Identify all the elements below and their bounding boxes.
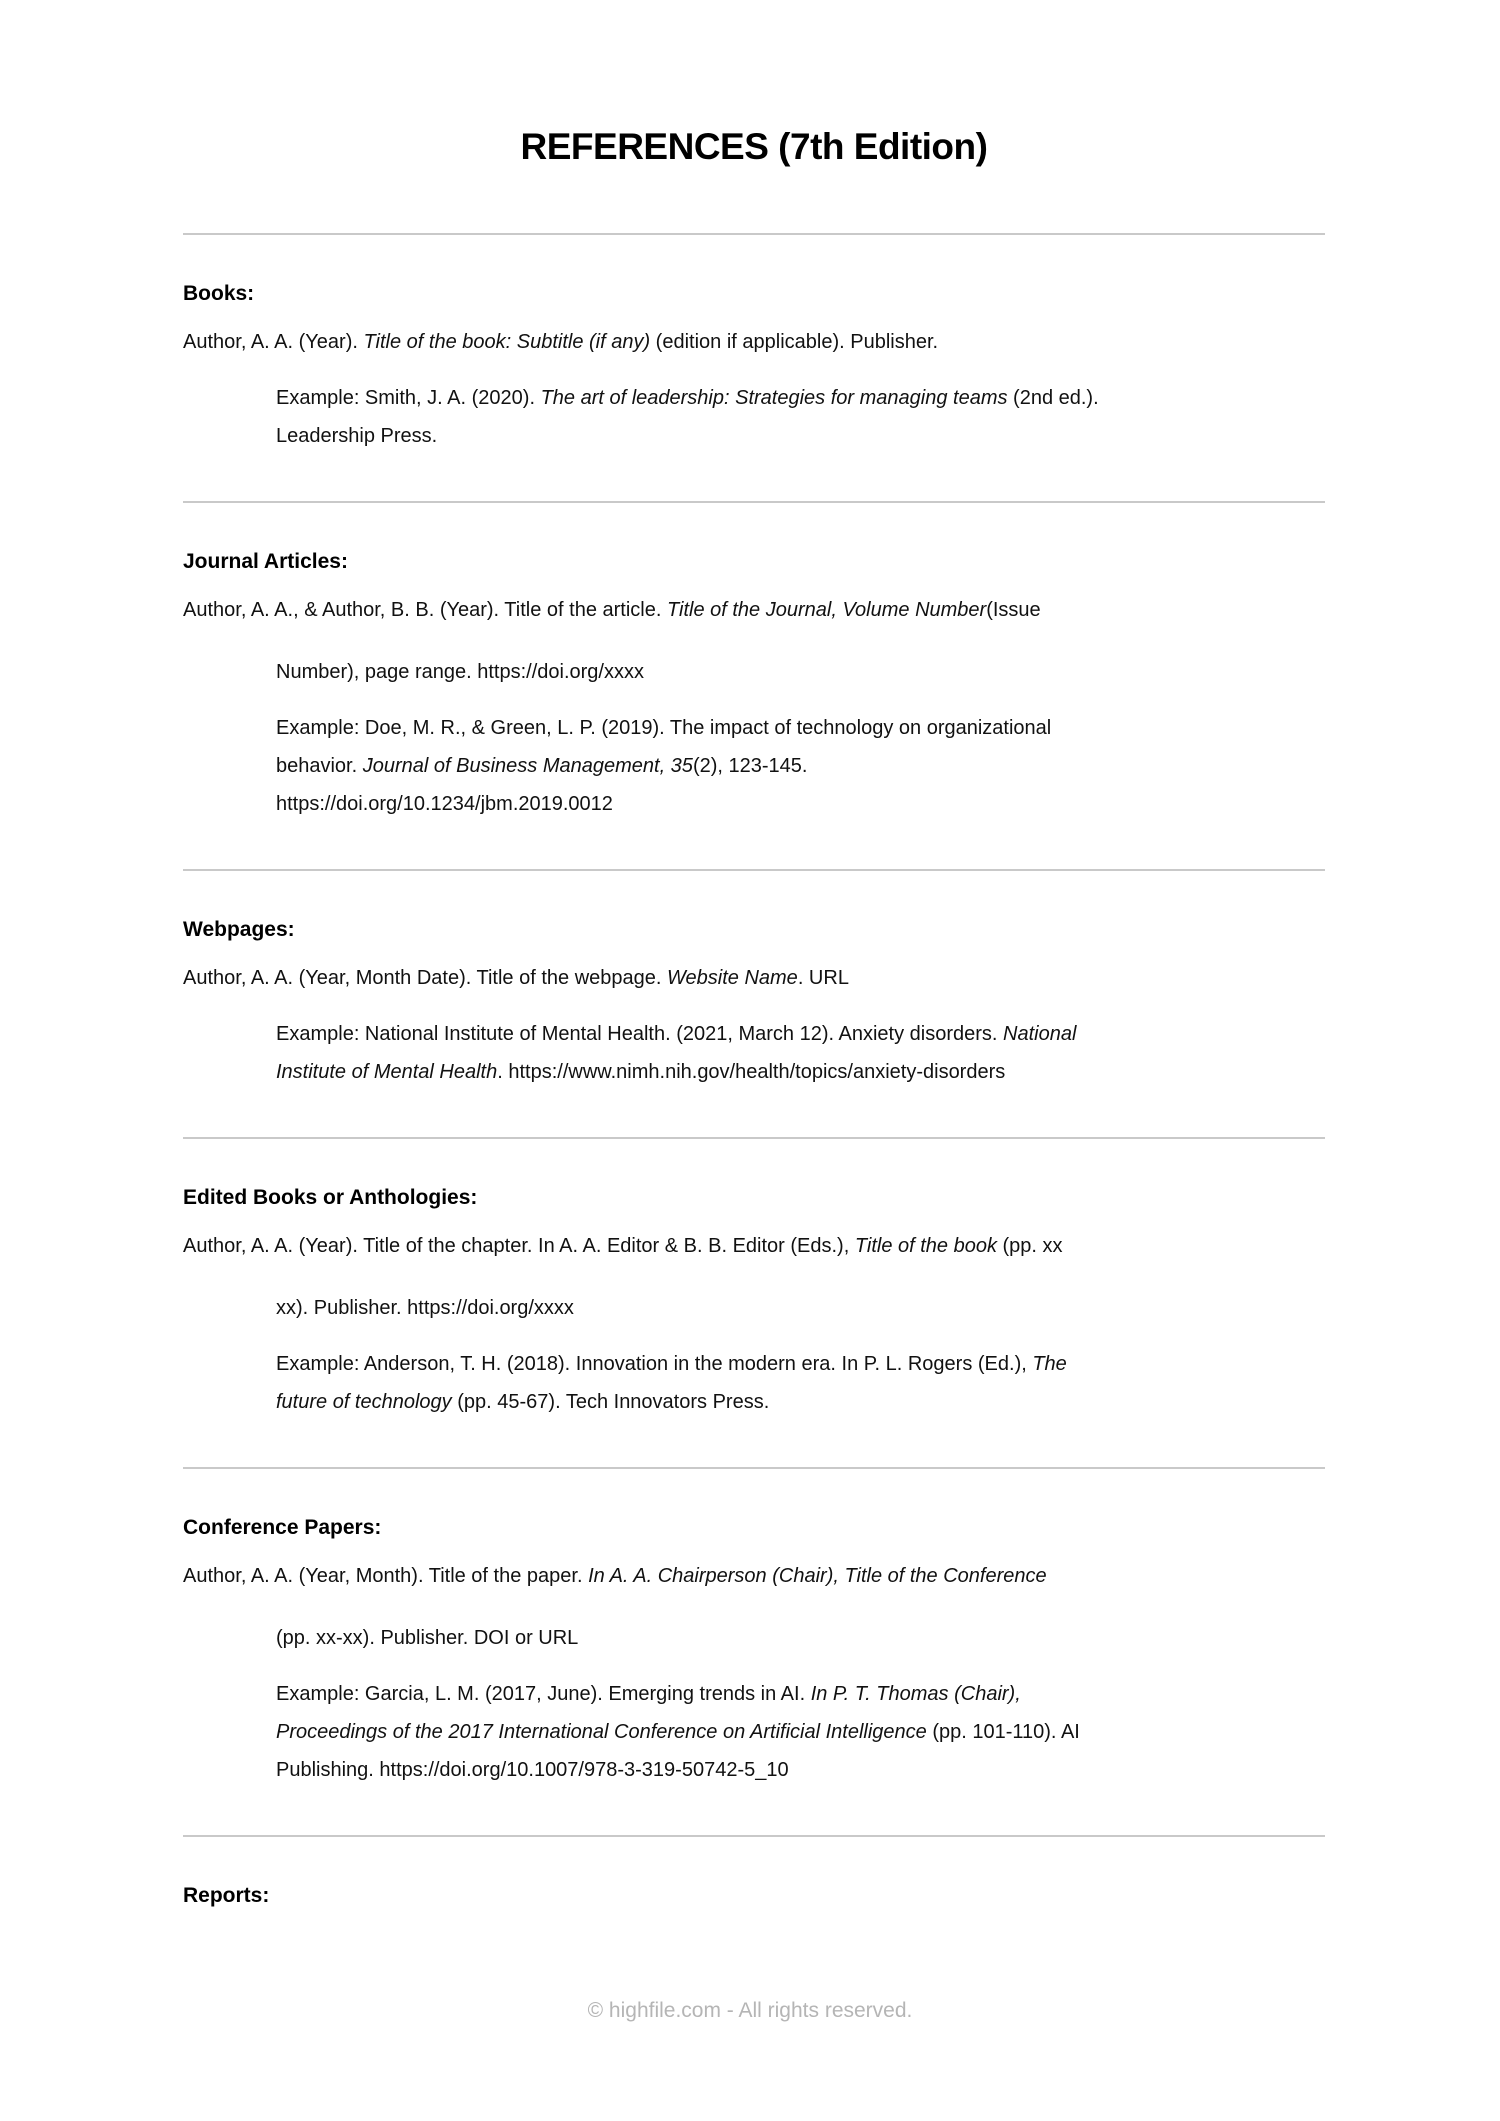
section-divider	[183, 1835, 1325, 1837]
text-line	[183, 947, 1325, 1009]
text: Example: Garcia, L. M. (2017, June). Emerging trends in AI.	[276, 1683, 811, 1705]
section-heading: Conference Papers:	[183, 1516, 382, 1539]
section-divider	[183, 233, 1325, 235]
section-heading: Books:	[183, 282, 255, 305]
text: . URL	[797, 967, 849, 989]
reference-example	[183, 379, 1325, 455]
text: (pp. 101-110). AI	[926, 1721, 1080, 1743]
text: (2), 123-145.	[692, 755, 808, 777]
reference-example	[183, 1015, 1325, 1091]
text-line	[276, 709, 1325, 747]
reference-format-template	[183, 1545, 1325, 1669]
text: (pp. xx-xx). Publisher. DOI or URL	[276, 1627, 579, 1649]
text-line	[276, 1751, 1325, 1789]
reference-format-template	[183, 311, 1325, 373]
reference-format-template	[183, 579, 1325, 703]
text-line	[276, 379, 1325, 417]
text-line	[183, 1545, 1325, 1607]
reference-section-webpages	[183, 917, 1325, 1091]
section-heading: Journal Articles:	[183, 550, 348, 573]
italic-text: Journal of Business Management, 35	[362, 755, 693, 777]
reference-section-reports	[183, 1883, 1325, 1909]
italic-text: The art of leadership: Strategies for managing teams	[540, 387, 1008, 409]
text: xx). Publisher. https://doi.org/xxxx	[276, 1297, 574, 1319]
text-line	[183, 579, 1325, 641]
text: Author, A. A. (Year, Month Date). Title of the webpage.	[183, 967, 668, 989]
text: (Issue	[986, 599, 1041, 621]
text: (edition if applicable). Publisher.	[650, 331, 939, 353]
reference-section-conference-papers	[183, 1515, 1325, 1789]
page-title: REFERENCES (7th Edition)	[520, 126, 988, 167]
text: behavior.	[276, 755, 363, 777]
section-divider	[183, 1467, 1325, 1469]
italic-text: Institute of Mental Health	[276, 1061, 498, 1083]
italic-text: Title of the book: Subtitle (if any)	[363, 331, 651, 353]
italic-text: In P. T. Thomas (Chair),	[810, 1683, 1021, 1705]
text-line	[276, 417, 1325, 455]
section-divider	[183, 869, 1325, 871]
text: . https://www.nimh.nih.gov/health/topics/anxiety-disorders	[497, 1061, 1006, 1083]
text-line	[276, 1607, 1325, 1669]
reference-section-journal-articles	[183, 549, 1325, 823]
text-line	[183, 311, 1325, 373]
text-line	[183, 1215, 1325, 1277]
text: https://doi.org/10.1234/jbm.2019.0012	[276, 793, 613, 815]
text: Number), page range. https://doi.org/xxxx	[276, 661, 644, 683]
italic-text: Title of the book	[854, 1235, 997, 1257]
text-line	[276, 1345, 1325, 1383]
text-line	[276, 1713, 1325, 1751]
text: Leadership Press.	[276, 425, 438, 447]
text-line	[276, 1015, 1325, 1053]
reference-example	[183, 709, 1325, 823]
sections	[183, 233, 1325, 1909]
text: (pp. xx	[996, 1235, 1063, 1257]
italic-text: Proceedings of the 2017 International Conference on Artificial Intelligence	[276, 1721, 927, 1743]
reference-example	[183, 1345, 1325, 1421]
text: (2nd ed.).	[1007, 387, 1099, 409]
italic-text: Title of the Journal, Volume Number	[666, 599, 987, 621]
section-divider	[183, 1137, 1325, 1139]
italic-text: National	[1003, 1023, 1077, 1045]
text: Example: Smith, J. A. (2020).	[276, 387, 541, 409]
text-line	[276, 1053, 1325, 1091]
section-heading: Webpages:	[183, 918, 295, 941]
reference-format-template	[183, 1215, 1325, 1339]
italic-text: The	[1032, 1353, 1067, 1375]
text: Author, A. A., & Author, B. B. (Year). Title of the article.	[183, 599, 667, 621]
text: (pp. 45-67). Tech Innovators Press.	[451, 1391, 770, 1413]
section-heading: Edited Books or Anthologies:	[183, 1186, 478, 1209]
text: Example: Anderson, T. H. (2018). Innovation in the modern era. In P. L. Rogers (Ed.),	[276, 1353, 1033, 1375]
text-line	[276, 1675, 1325, 1713]
text: Example: Doe, M. R., & Green, L. P. (2019). The impact of technology on organizational	[276, 717, 1052, 739]
reference-section-books	[183, 281, 1325, 455]
section-divider	[183, 501, 1325, 503]
text-line	[276, 785, 1325, 823]
text-line	[276, 747, 1325, 785]
text-line	[276, 641, 1325, 703]
text: Author, A. A. (Year). Title of the chapter. In A. A. Editor & B. B. Editor (Eds.),	[183, 1235, 855, 1257]
text-line	[276, 1277, 1325, 1339]
reference-section-edited-books-or-anthologies	[183, 1185, 1325, 1421]
text: Example: National Institute of Mental Health. (2021, March 12). Anxiety disorders.	[276, 1023, 1004, 1045]
text: Author, A. A. (Year, Month). Title of the paper.	[183, 1565, 589, 1587]
italic-text: future of technology	[276, 1391, 452, 1413]
reference-example	[183, 1675, 1325, 1789]
footer-copyright: © highfile.com - All rights reserved.	[587, 1999, 913, 2022]
text: Publishing. https://doi.org/10.1007/978-3-319-50742-5_10	[276, 1759, 789, 1781]
section-heading: Reports:	[183, 1884, 270, 1907]
text-line	[276, 1383, 1325, 1421]
reference-format-template	[183, 947, 1325, 1009]
italic-text: Website Name	[667, 967, 798, 989]
italic-text: In A. A. Chairperson (Chair), Title of the Conference	[588, 1565, 1047, 1587]
text: Author, A. A. (Year).	[183, 331, 364, 353]
